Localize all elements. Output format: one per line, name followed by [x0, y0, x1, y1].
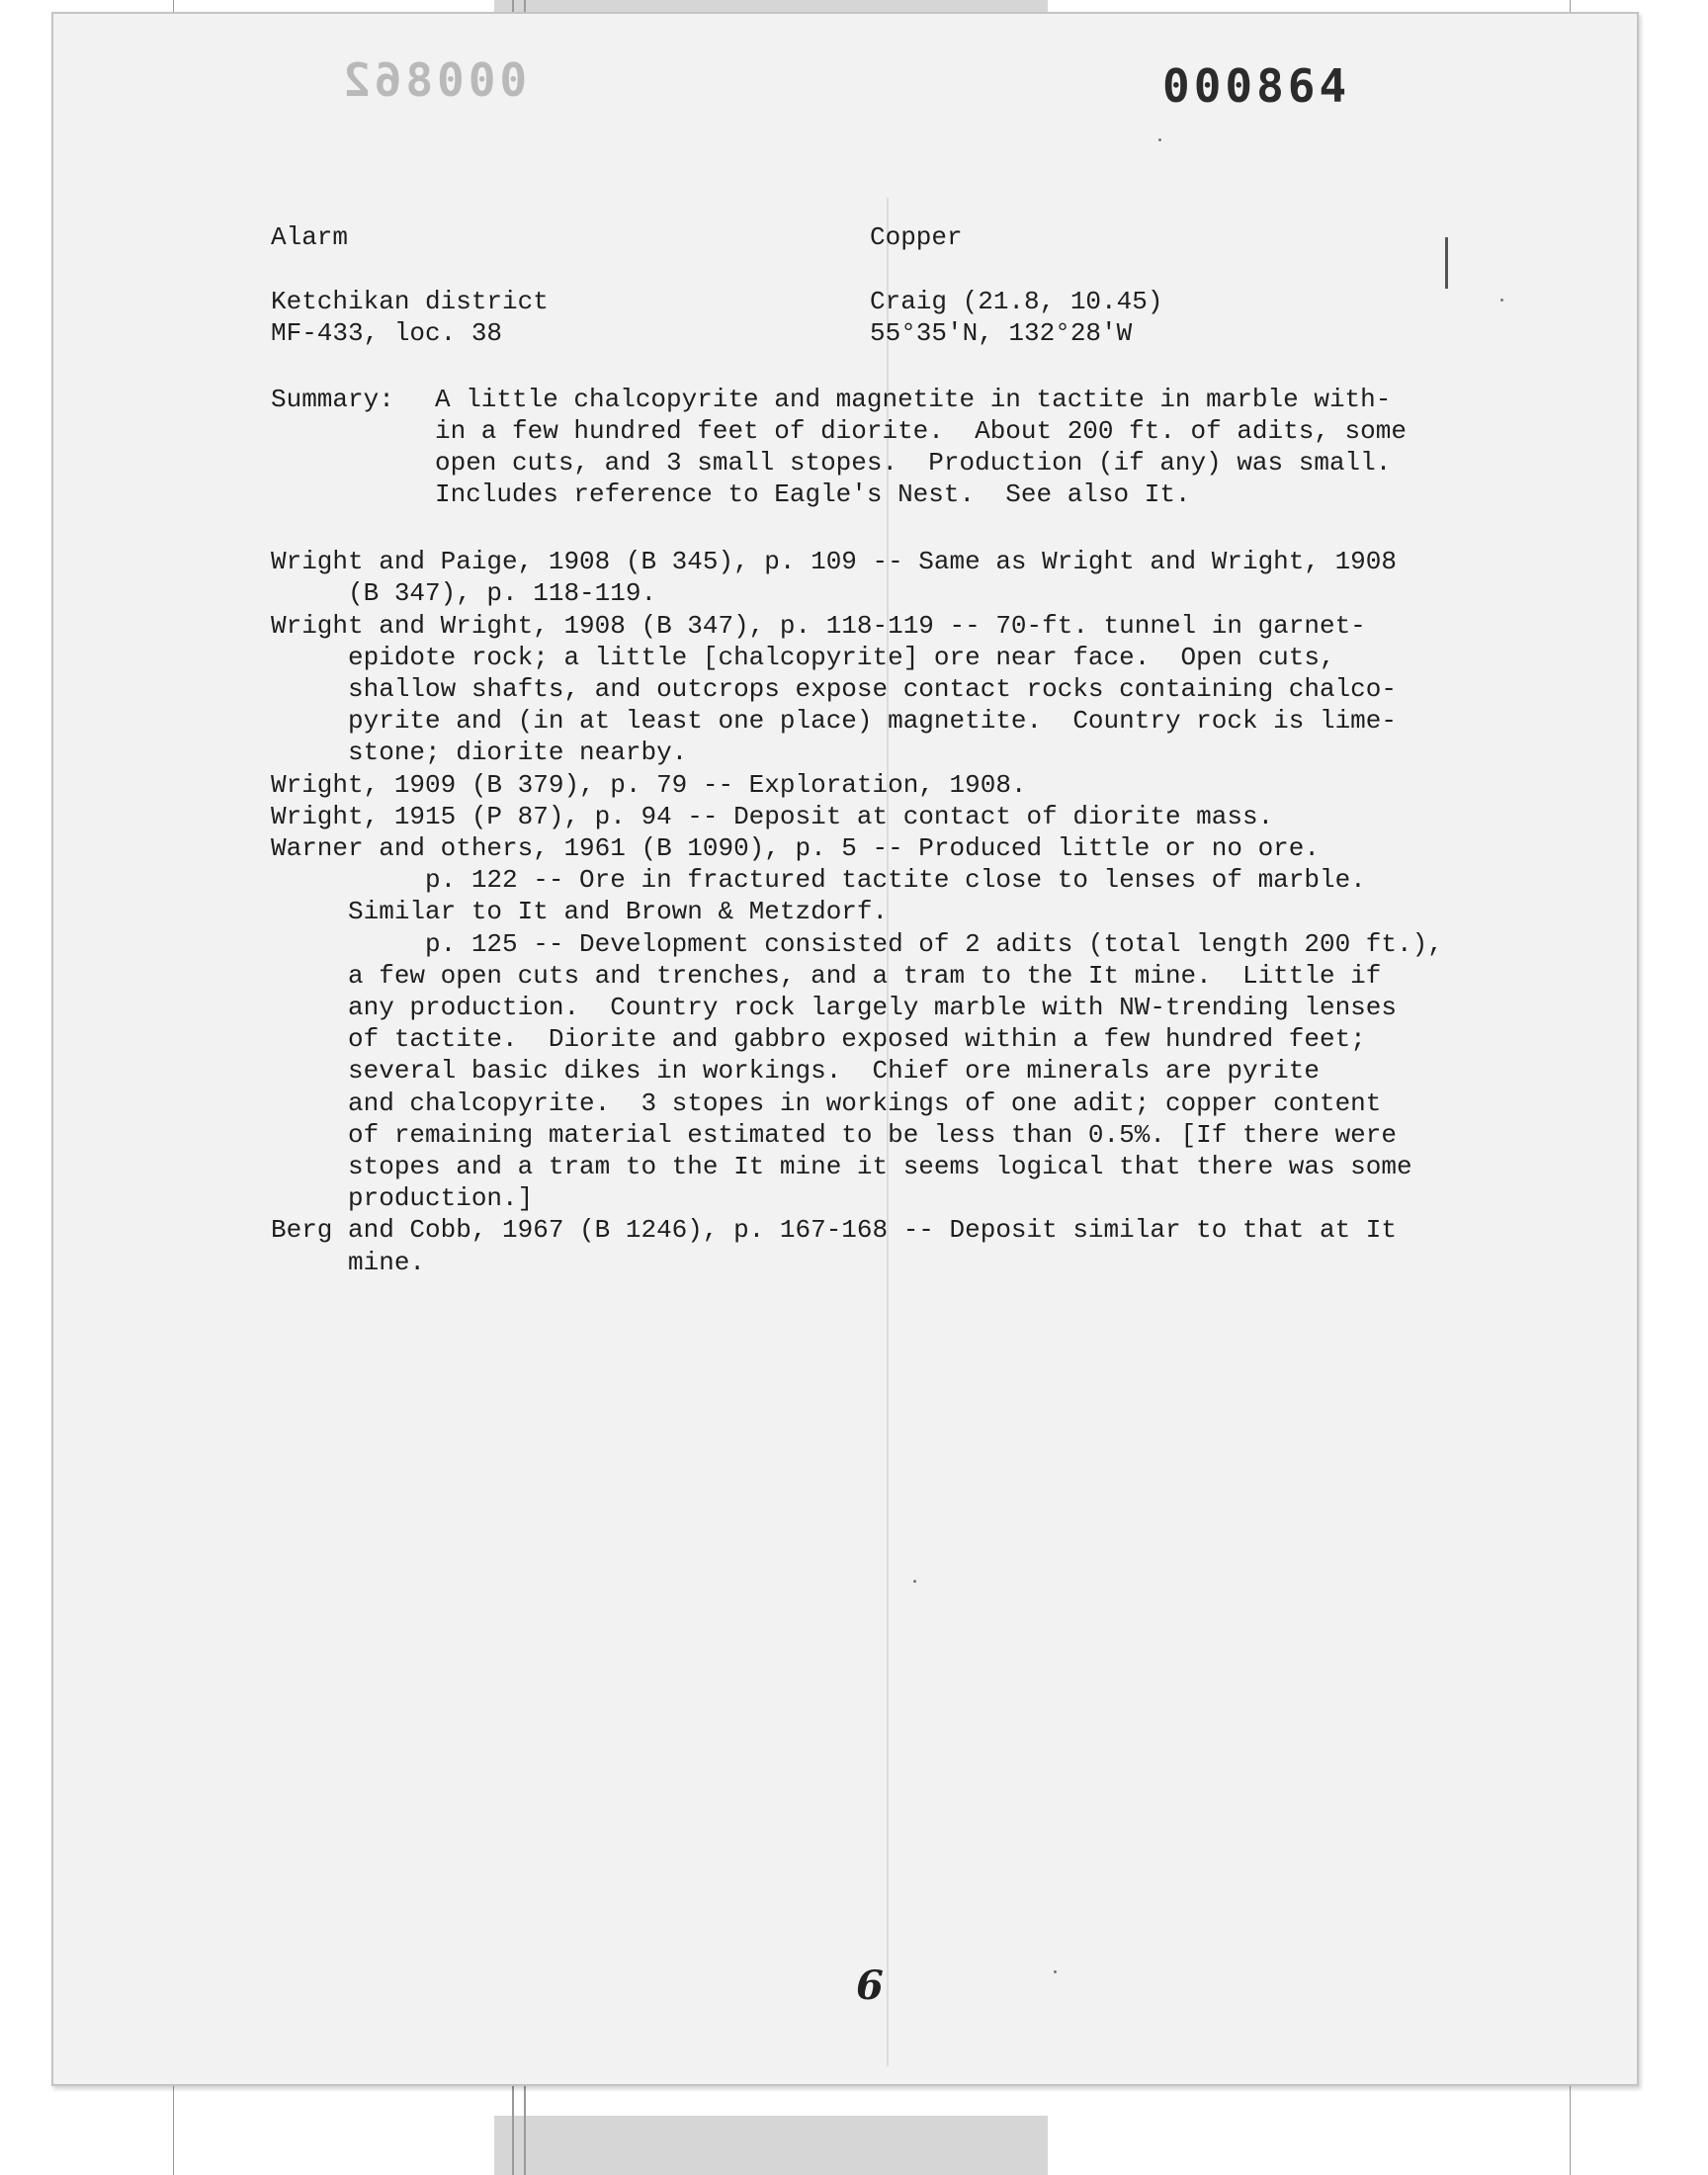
speck: [1054, 1970, 1057, 1973]
reference-line: any production. Country rock largely marble with NW-trending lenses: [271, 993, 1397, 1022]
reference-line: of remaining material estimated to be less than 0.5%. [If there were: [271, 1120, 1397, 1150]
handwritten-page-number: 6: [856, 1962, 884, 2009]
summary-line: open cuts, and 3 small stopes. Production (if any) was small.: [435, 448, 1392, 478]
speck: [1158, 138, 1161, 141]
reference-line: Warner and others, 1961 (B 1090), p. 5 -- Produced little or no ore.: [271, 833, 1320, 863]
quadrangle: Craig (21.8, 10.45): [870, 287, 1163, 316]
summary-label: Summary:: [271, 385, 394, 414]
reference-line: Wright, 1915 (P 87), p. 94 -- Deposit at contact of diorite mass.: [271, 802, 1274, 831]
reference-line: p. 122 -- Ore in fractured tactite close to lenses of marble.: [271, 865, 1366, 895]
reference-line: and chalcopyrite. 3 stopes in workings of one adit; copper content: [271, 1088, 1382, 1118]
bleed-through-stamp: 000862: [339, 53, 528, 107]
reference-line: epidote rock; a little [chalcopyrite] ore near face. Open cuts,: [271, 643, 1335, 672]
reference-line: Wright and Paige, 1908 (B 345), p. 109 -- Same as Wright and Wright, 1908: [271, 547, 1397, 576]
reference-line: pyrite and (in at least one place) magnetite. Country rock is lime-: [271, 706, 1397, 736]
summary-line: A little chalcopyrite and magnetite in tactite in marble with-: [435, 385, 1392, 414]
reference-line: stone; diorite nearby.: [271, 738, 688, 767]
reference-line: of tactite. Diorite and gabbro exposed within a few hundred feet;: [271, 1024, 1366, 1054]
reference-line: a few open cuts and trenches, and a tram to the It mine. Little if: [271, 961, 1382, 991]
document-number-stamp: 000864: [1162, 59, 1351, 113]
scan-band-bottom: [494, 2116, 1048, 2175]
coordinates: 55°35'N, 132°28'W: [870, 318, 1133, 348]
reference-line: several basic dikes in workings. Chief ore minerals are pyrite: [271, 1056, 1320, 1086]
reference-line: Berg and Cobb, 1967 (B 1246), p. 167-168 -- Deposit similar to that at It: [271, 1215, 1397, 1245]
margin-mark: [1445, 237, 1448, 289]
scan-band-top: [494, 0, 1048, 12]
district: Ketchikan district: [271, 287, 549, 316]
reference-line: (B 347), p. 118-119.: [271, 578, 657, 608]
reference-line: Wright, 1909 (B 379), p. 79 -- Exploration, 1908.: [271, 770, 1027, 800]
summary-line: in a few hundred feet of diorite. About 200 ft. of adits, some: [435, 416, 1407, 446]
deposit-name: Alarm: [271, 222, 349, 252]
reference-line: Similar to It and Brown & Metzdorf.: [271, 897, 889, 926]
summary-line: Includes reference to Eagle's Nest. See also It.: [435, 479, 1191, 509]
reference-line: Wright and Wright, 1908 (B 347), p. 118-119 -- 70-ft. tunnel in garnet-: [271, 611, 1366, 641]
reference-line: p. 125 -- Development consisted of 2 adits (total length 200 ft.),: [271, 929, 1443, 959]
reference-line: shallow shafts, and outcrops expose contact rocks containing chalco-: [271, 674, 1397, 704]
reference-line: stopes and a tram to the It mine it seems logical that there was some: [271, 1152, 1412, 1181]
reference-line: production.]: [271, 1183, 534, 1213]
speck: [913, 1580, 916, 1583]
reference-line: mine.: [271, 1248, 426, 1277]
map-reference: MF-433, loc. 38: [271, 318, 503, 348]
commodity: Copper: [870, 222, 963, 252]
speck: [1500, 299, 1503, 302]
